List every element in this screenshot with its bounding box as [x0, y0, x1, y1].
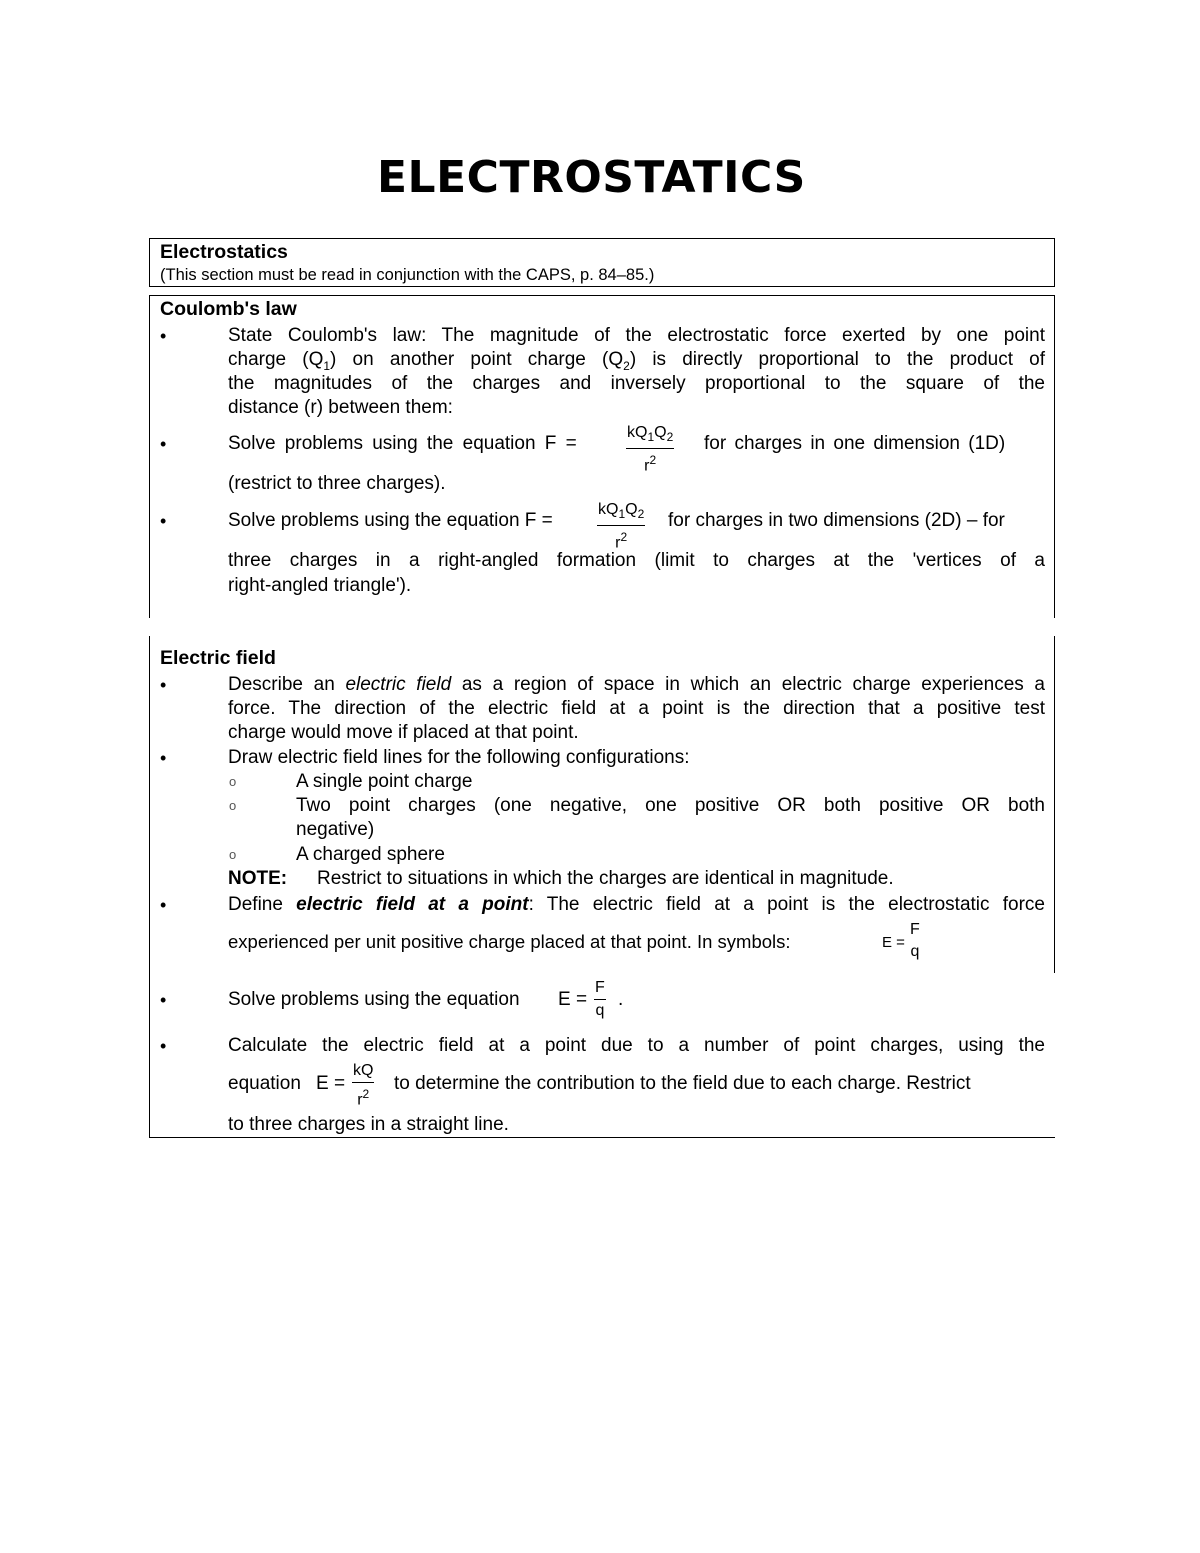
coulomb-item3-pre: Solve problems using the equation F = — [228, 510, 553, 531]
coulomb-item3-line2: three charges in a right-angled formation (limit to charges at the 'vertices of a — [228, 550, 1045, 571]
field-item2-sub2: Two point charges (one negative, one positive OR both positive OR both — [296, 795, 1045, 816]
bullet: • — [160, 1036, 167, 1056]
coulomb-item2-post: for charges in one dimension (1D) — [704, 433, 1006, 454]
field-item3-line1: Define electric field at a point: The electric field at a point is the electrostatic force — [228, 894, 1045, 915]
coulomb-item3-post: for charges in two dimensions (2D) – for — [668, 510, 1005, 531]
field-item3-line2: experienced per unit positive charge placed at that point. In symbols: — [228, 931, 791, 952]
field-box-bottom-border — [149, 1137, 1055, 1138]
field-item2-sub2-cont: negative) — [296, 819, 375, 840]
intro-note: (This section must be read in conjunction with the CAPS, p. 84–85.) — [160, 266, 655, 284]
field-item5-post: to determine the contribution to the field due to each charge. Restrict — [394, 1073, 971, 1094]
field-heading: Electric field — [160, 647, 276, 669]
field-box-right-border — [1054, 636, 1055, 973]
field-item3-eq-lhs: E = — [882, 934, 905, 951]
coulomb-item1-line4: distance (r) between them: — [228, 397, 453, 418]
bullet: • — [160, 434, 167, 454]
coulomb-heading: Coulomb's law — [160, 298, 297, 320]
note-text: Restrict to situations in which the charges are identical in magnitude. — [317, 868, 894, 889]
field-item5-line1: Calculate the electric field at a point due to a number of point charges, using the — [228, 1035, 1045, 1056]
bullet: • — [160, 326, 167, 346]
coulomb-fraction-2d: $\frac{kQ_1Q_2}{r^2}$ — [598, 501, 645, 552]
bullet: • — [160, 895, 167, 915]
sub-bullet: o — [229, 798, 237, 813]
intro-heading: Electrostatics — [160, 241, 288, 263]
field-item5-fraction: $\frac{kQ}{r^2}$ — [353, 1062, 374, 1109]
coulomb-item2-pre: Solve problems using the equation F = — [228, 433, 577, 454]
bullet: • — [160, 748, 167, 768]
field-box-left-border — [149, 636, 150, 1138]
field-item5-line3: to three charges in a straight line. — [228, 1114, 509, 1135]
field-item1-line2: force. The direction of the electric field at a point is the direction that a positive test — [228, 698, 1045, 719]
field-item5-eq-lhs: E = — [316, 1073, 346, 1094]
coulomb-fraction-1d: $\frac{kQ_1Q_2}{r^2}$ — [627, 424, 674, 475]
coulomb-item2-line2: (restrict to three charges). — [228, 473, 446, 494]
sub-bullet: o — [229, 847, 237, 862]
field-item4-eq-lhs: E = — [558, 989, 588, 1010]
field-item2-sub1: A single point charge — [296, 771, 473, 792]
field-item2-sub3: A charged sphere — [296, 844, 445, 865]
field-item3-fraction: F q — [910, 921, 920, 960]
field-item4-fraction: $\frac{F}{q}$ — [595, 979, 605, 1019]
bullet: • — [160, 511, 167, 531]
coulomb-item1-line1: State Coulomb's law: The magnitude of the electrostatic force exerted by one point — [228, 325, 1045, 346]
coulomb-item1-line3: the magnitudes of the charges and inversely proportional to the square of the — [228, 373, 1045, 394]
field-item2-line1: Draw electric field lines for the following configurations: — [228, 747, 690, 768]
page-title: ELECTROSTATICS — [377, 152, 806, 203]
sub-bullet: o — [229, 774, 237, 789]
coulomb-item1-line2: charge $(Q_1)$ on another point charge $(Q_2)$ is directly proportional to the product of — [228, 349, 1045, 373]
coulomb-item3-line3: right-angled triangle'). — [228, 575, 412, 596]
field-item4-pre: Solve problems using the equation — [228, 989, 520, 1010]
bullet: • — [160, 990, 167, 1010]
field-item1-line1: Describe an electric field as a region of space in which an electric charge experiences a — [228, 674, 1045, 695]
field-item1-line3: charge would move if placed at that point. — [228, 722, 579, 743]
bullet: • — [160, 675, 167, 695]
field-item4-post: . — [618, 989, 624, 1010]
note-label: NOTE: — [228, 868, 288, 889]
field-item5-pre: equation — [228, 1073, 301, 1094]
